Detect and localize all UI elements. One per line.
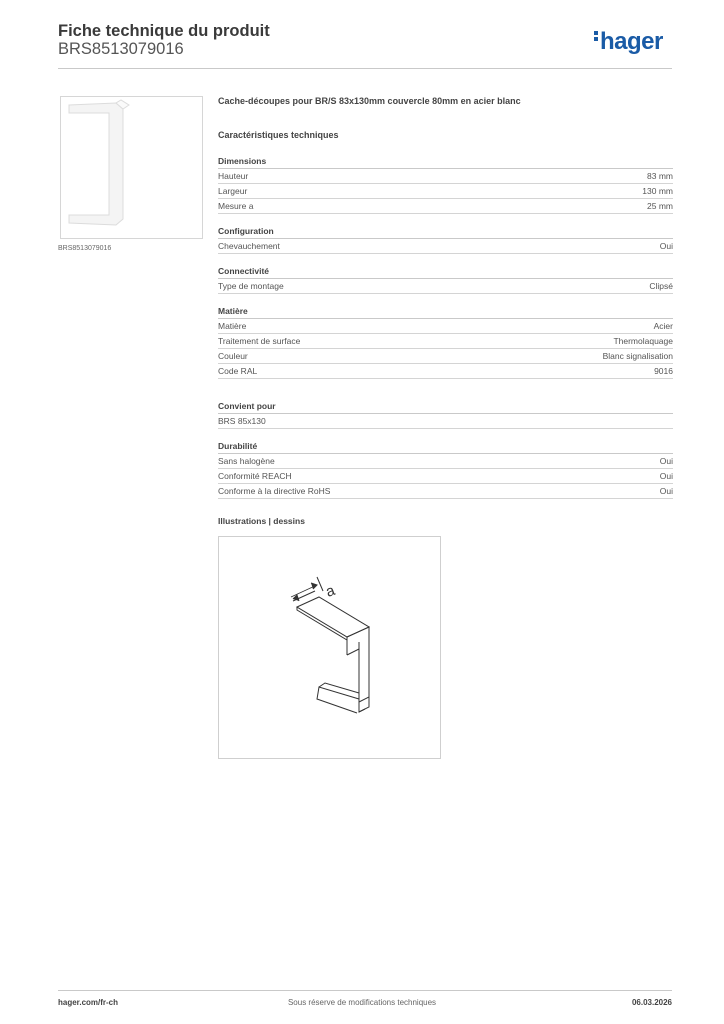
spec-row bbox=[218, 364, 673, 379]
spec-label: Matière bbox=[218, 321, 247, 331]
spec-value: Oui bbox=[659, 486, 673, 496]
group-connectivite bbox=[218, 264, 673, 294]
product-name: Cache-découpes pour BR/S 83x130mm couvercle 80mm en acier blanc bbox=[218, 96, 521, 106]
illustrations-title: Illustrations | dessins bbox=[218, 516, 305, 526]
specifications bbox=[218, 96, 673, 499]
footer-divider bbox=[58, 990, 672, 991]
spec-label: Conforme à la directive RoHS bbox=[218, 486, 331, 496]
characteristics-title: Caractéristiques techniques bbox=[218, 130, 339, 140]
spec-label: Chevauchement bbox=[218, 241, 280, 251]
header-divider bbox=[58, 68, 672, 69]
group-title: Dimensions bbox=[218, 154, 673, 169]
spec-label: BRS 85x130 bbox=[218, 416, 266, 426]
spec-value: Thermolaquage bbox=[613, 336, 673, 346]
spec-label: Code RAL bbox=[218, 366, 258, 376]
spec-value: Oui bbox=[659, 471, 673, 481]
footer-website: hager.com/fr-ch bbox=[58, 998, 119, 1007]
spec-row bbox=[218, 469, 673, 484]
hager-logo bbox=[594, 28, 663, 56]
group-dimensions bbox=[218, 154, 673, 214]
spec-row bbox=[218, 484, 673, 499]
product-reference: BRS8513079016 bbox=[58, 40, 184, 58]
spec-row bbox=[218, 199, 673, 214]
spec-label: Type de montage bbox=[218, 281, 284, 291]
spec-value: Clipsé bbox=[649, 281, 673, 291]
spec-row bbox=[218, 414, 673, 429]
spec-label: Hauteur bbox=[218, 171, 249, 181]
spec-value: Blanc signalisation bbox=[602, 351, 673, 361]
spec-row bbox=[218, 454, 673, 469]
dimension-label: a bbox=[323, 581, 338, 601]
spec-row bbox=[218, 239, 673, 254]
technical-drawing bbox=[219, 537, 440, 758]
group-title: Connectivité bbox=[218, 264, 673, 279]
spec-label: Couleur bbox=[218, 351, 248, 361]
footer-date: 06.03.2026 bbox=[631, 998, 672, 1007]
spec-value: 83 mm bbox=[647, 171, 673, 181]
spec-row bbox=[218, 279, 673, 294]
spec-label: Traitement de surface bbox=[218, 336, 301, 346]
document-title: Fiche technique du produit bbox=[58, 22, 270, 40]
spec-value: 9016 bbox=[654, 366, 673, 376]
thumbnail-caption: BRS8513079016 bbox=[58, 245, 112, 252]
logo-text: hager bbox=[600, 28, 663, 55]
group-title: Matière bbox=[218, 304, 673, 319]
spec-value: 130 mm bbox=[642, 186, 673, 196]
spec-value: 25 mm bbox=[647, 201, 673, 211]
spec-label: Conformité REACH bbox=[218, 471, 292, 481]
group-configuration bbox=[218, 224, 673, 254]
spec-row bbox=[218, 169, 673, 184]
logo-dots-icon bbox=[594, 31, 598, 43]
product-thumbnail bbox=[60, 96, 203, 239]
spec-row bbox=[218, 334, 673, 349]
group-title: Configuration bbox=[218, 224, 673, 239]
footer-disclaimer: Sous réserve de modifications techniques bbox=[287, 998, 437, 1007]
group-title: Durabilité bbox=[218, 439, 673, 454]
spec-row bbox=[218, 349, 673, 364]
spec-value: Oui bbox=[659, 241, 673, 251]
group-durabilite bbox=[218, 439, 673, 499]
product-thumbnail-image bbox=[61, 97, 202, 238]
group-title: Convient pour bbox=[218, 399, 673, 414]
group-convient-pour bbox=[218, 399, 673, 429]
dimension-drawing bbox=[218, 536, 441, 759]
spec-label: Sans halogène bbox=[218, 456, 275, 466]
spec-row bbox=[218, 184, 673, 199]
group-matiere bbox=[218, 304, 673, 379]
spec-label: Largeur bbox=[218, 186, 248, 196]
spec-value: Acier bbox=[653, 321, 673, 331]
spec-value: Oui bbox=[659, 456, 673, 466]
spec-row bbox=[218, 319, 673, 334]
spec-label: Mesure a bbox=[218, 201, 254, 211]
